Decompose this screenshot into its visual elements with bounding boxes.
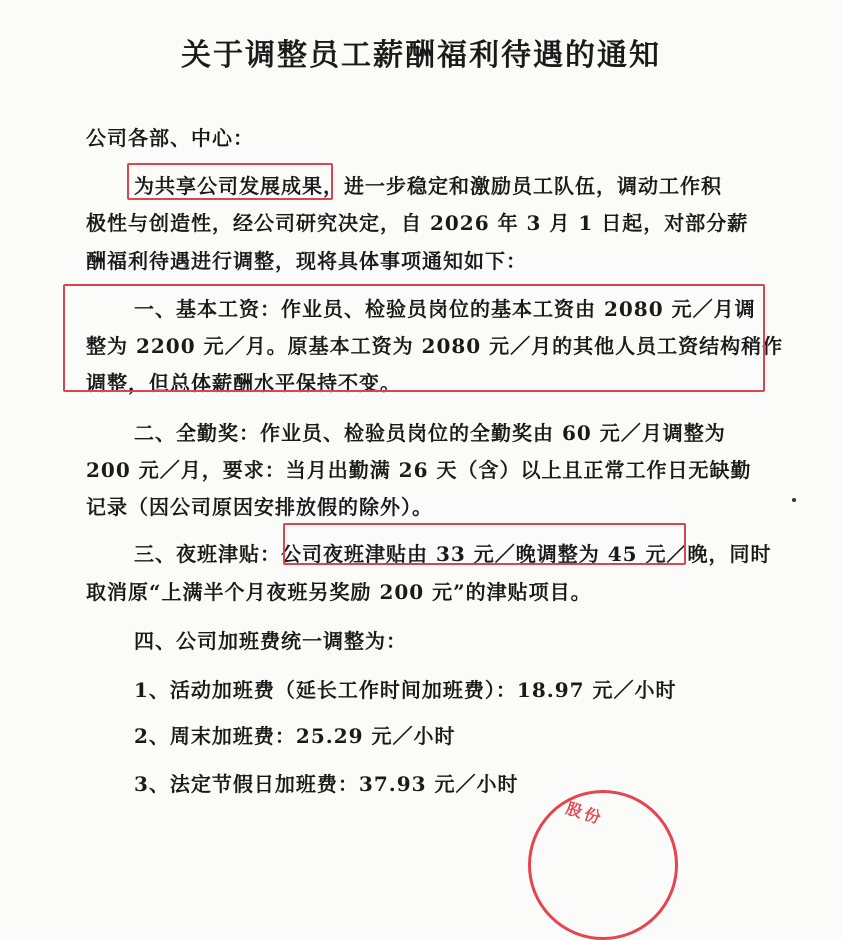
section3-line-2: 取消原“上满半个月夜班另奖励 200 元”的津贴项目。: [86, 580, 592, 604]
document-title: 关于调整员工薪酬福利待遇的通知: [181, 38, 661, 73]
section1-line-1: 一、基本工资：作业员、检验员岗位的基本工资由 2080 元／月调: [134, 297, 756, 321]
intro-line-2: 极性与创造性，经公司研究决定，自 2026 年 3 月 1 日起，对部分薪: [86, 211, 749, 235]
section2-line-3: 记录（因公司原因安排放假的除外）。: [86, 495, 433, 519]
seal-text: 股份: [563, 798, 606, 829]
section3-line-1: 三、夜班津贴：公司夜班津贴由 33 元／晚调整为 45 元／晚，同时: [134, 542, 772, 566]
section2-line-2: 200 元／月，要求：当月出勤满 26 天（含）以上且正常工作日无缺勤: [86, 458, 752, 482]
section4-heading: 四、公司加班费统一调整为：: [134, 629, 407, 653]
company-seal: [528, 790, 678, 940]
section1-line-2: 整为 2200 元／月。原基本工资为 2080 元／月的其他人员工资结构稍作: [86, 334, 784, 358]
overtime-item-1: 1、活动加班费（延长工作时间加班费）：18.97 元／小时: [134, 678, 677, 702]
highlight-box-intro: [127, 163, 333, 200]
section2-line-1: 二、全勤奖：作业员、检验员岗位的全勤奖由 60 元／月调整为: [134, 421, 726, 445]
intro-line-3: 酬福利待遇进行调整，现将具体事项通知如下：: [86, 249, 527, 273]
highlight-box-basic-salary: [63, 284, 765, 392]
highlight-box-night-allowance: [283, 523, 686, 565]
overtime-item-3: 3、法定节假日加班费：37.93 元／小时: [134, 772, 519, 796]
section1-line-3: 调整，但总体薪酬水平保持不变。: [86, 371, 401, 395]
intro-line-1: 为共享公司发展成果，进一步稳定和激励员工队伍，调动工作积: [134, 174, 722, 198]
speck-mark: [792, 498, 796, 502]
salutation: 公司各部、中心：: [86, 126, 254, 150]
overtime-item-2: 2、周末加班费：25.29 元／小时: [134, 724, 456, 748]
